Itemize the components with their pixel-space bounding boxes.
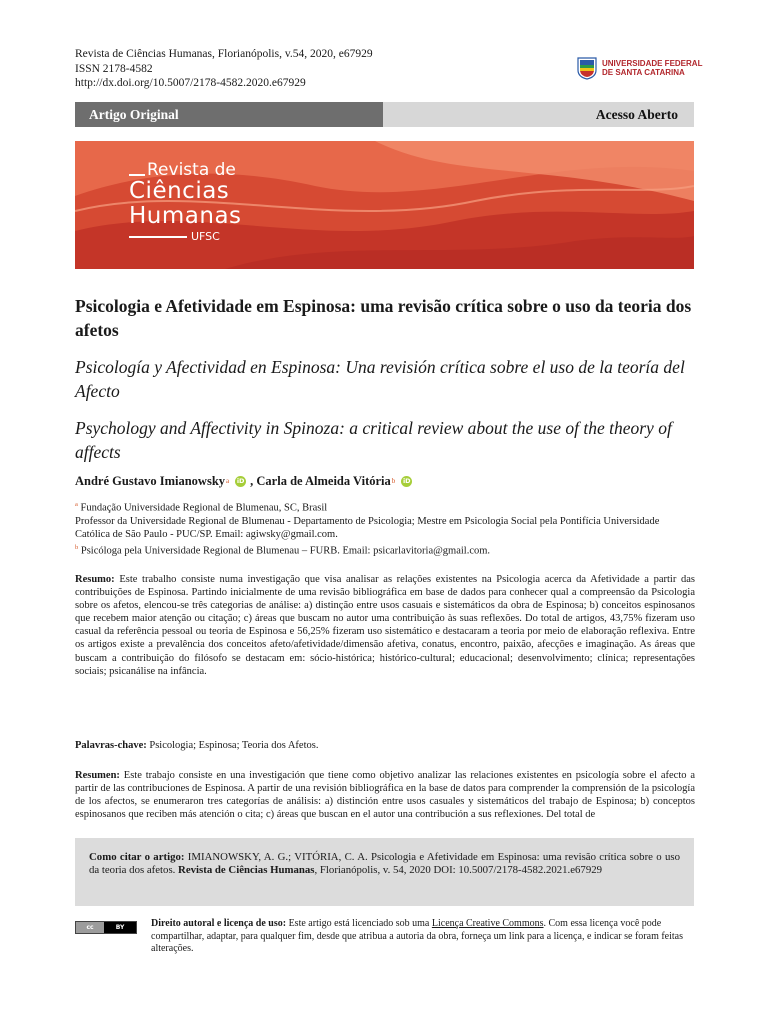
orcid-icon[interactable]: iD — [402, 477, 411, 485]
author-name: André Gustavo Imianowsky — [75, 474, 226, 488]
title-portuguese: Psicologia e Afetividade em Espinosa: uma revisão crítica sobre o uso da teoria dos afetos — [75, 296, 692, 340]
keywords — [75, 739, 695, 752]
license-notice — [151, 918, 695, 956]
author-list — [75, 474, 416, 489]
affiliation-mark: a — [226, 476, 230, 485]
title-spanish: Psicología y Afectividad en Espinosa: Una revisión crítica sobre el uso de la teoría del Afecto — [75, 357, 685, 401]
affiliations: $^a$ Fundação Universidade Regional de Blumenau, SC, Brasil Professor da Universidade Regional de Blumenau - Departamento de Psicologia; Mestre em Psicologia Social pela Pontifícia Universidade Católica de São Paulo - PUC/SP. Email: agiwsky@gmail.com. $^b$ Psicóloga pela Universidade Regional de Blumenau – FURB. Email: psicarlavitoria@gmail.com. — [75, 498, 695, 557]
keywords-label: Palavras-chave: — [75, 740, 147, 751]
article-type-label: Artigo Original — [75, 102, 383, 127]
license-text: Este artigo está licenciado sob uma — [286, 918, 432, 929]
journal-line: Revista de Ciências Humanas, Florianópolis, v.54, 2020, e67929 — [75, 48, 373, 60]
journal-citation-header — [75, 47, 373, 91]
citation-text-end: , Florianópolis, v. 54, 2020 DOI: 10.5007/2178-4582.2021.e67929 — [314, 864, 603, 877]
banner-line3: Humanas — [129, 203, 242, 229]
citation-journal: Revista de Ciências Humanas — [178, 864, 315, 877]
affiliation-a-detail: Professor da Universidade Regional de Blumenau - Departamento de Psicologia; Mestre em Psicologia Social pela Pontifícia Universidade Católica de São Paulo - PUC/SP. Email: agiwsky@gmail.com. — [75, 515, 660, 540]
issn-line: ISSN 2178-4582 — [75, 62, 153, 75]
cc-by-badge-icon[interactable] — [75, 921, 137, 934]
author-name: Carla de Almeida Vitória — [256, 474, 391, 488]
citation-box — [75, 838, 694, 906]
cc-badge-cc: cc — [76, 922, 104, 933]
banner-journal-wordmark — [129, 161, 242, 243]
keywords-text: Psicologia; Espinosa; Teoria dos Afetos. — [146, 740, 319, 751]
license-text-end: . Com essa licença você pode compartilhar, adaptar, para qualquer fim, desde que atribua a autoria da obra, forneça um link para a licença, e indicar se foram feitas alterações. — [151, 918, 684, 954]
abstract-text: Este trabalho consiste numa investigação que visa analisar as relações existentes na Psicologia acerca da Afetividade a partir das contribuições de Espinosa. Partindo inicialmente de uma revisão bibliográfica em base de dados para conhecer qual a compreensão da Psicologia sobre os afetos, elencou-se três categorias de análise: a) distinção entre usos casuais e sistemáticos da obra de Espinosa; b) conceitos espinosanos que recebem maior atenção ou citação; c) áreas que buscam no autor uma contribuição às suas reflexões. Do total de artigos, 43,75% fizeram uso casual da referência pessoal ou teoria de Espinosa e 56,25% fizeram uso sistemático e destacaram a teoria por meio de elaboração reflexiva. Entre os artigos existe a prevalência dos conceitos afeto/afetividade/dimensão afetiva, conatus, encontro, paixão, afecções e imaginação. As áreas que buscam a contribuição do filósofo se destacam em: sócio-histórica; histórico-cultural; educacional; desenvolvimento; clínica; representações sociais; psicanálise na infância. — [75, 574, 695, 677]
journal-banner — [75, 141, 694, 269]
ufsc-logo — [576, 56, 702, 80]
university-name: UNIVERSIDADE FEDERAL DE SANTA CATARINA — [602, 59, 703, 77]
license-label: Direito autoral e licença de uso: — [151, 918, 287, 929]
citation-text: IMIANOWSKY, A. G.; VITÓRIA, C. A. Psicologia e Afetividade em Espinosa: uma revisão crítica sobre o uso da teoria dos afetos. — [89, 851, 680, 877]
affiliation-b: Psicóloga pela Universidade Regional de Blumenau – FURB. Email: psicarlavitoria@gmail.com. — [80, 545, 491, 556]
banner-line4: UFSC — [191, 230, 220, 243]
banner-line1: Revista de — [147, 160, 236, 180]
ufsc-seal-icon — [576, 56, 598, 80]
title-english: Psychology and Affectivity in Spinoza: a critical review about the use of the theory of affects — [75, 418, 672, 462]
license-link[interactable]: Licença Creative Commons — [431, 918, 544, 929]
resumen-text: Este trabajo consiste en una investigación que tiene como objetivo analizar las relaciones existentes en psicología sobre el afecto a partir de las contribuciones de Espinosa. A partir de una revisión bibliográfica en la base de datos para comprender la comprensión de la psicología de los afectos, se enumeraron tres categorías de análisis: a) distinción entre usos casuales y sistemáticos del trabajo de Espinosa; b) conceptos espinosanos que reciben más atención o cita; c) áreas que buscan en el autor una contribución a sus reflexiones. Del total de — [75, 770, 695, 821]
affiliation-a: Fundação Universidade Regional de Blumenau, SC, Brasil — [80, 502, 328, 514]
abstract-portuguese — [75, 573, 695, 678]
affiliation-mark: b — [391, 476, 396, 485]
doi-line[interactable]: http://dx.doi.org/10.5007/2178-4582.2020.e67929 — [75, 77, 306, 89]
cc-badge-by: BY — [104, 922, 136, 933]
open-access-label: Acesso Aberto — [383, 102, 694, 127]
resumen-label: Resumen: — [75, 770, 120, 781]
citation-label: Como citar o artigo: — [89, 851, 185, 863]
banner-line2: Ciências — [129, 178, 230, 204]
abstract-spanish — [75, 769, 695, 821]
orcid-icon[interactable]: iD — [236, 477, 245, 485]
author-separator: , — [250, 474, 257, 488]
abstract-label: Resumo: — [75, 574, 115, 585]
